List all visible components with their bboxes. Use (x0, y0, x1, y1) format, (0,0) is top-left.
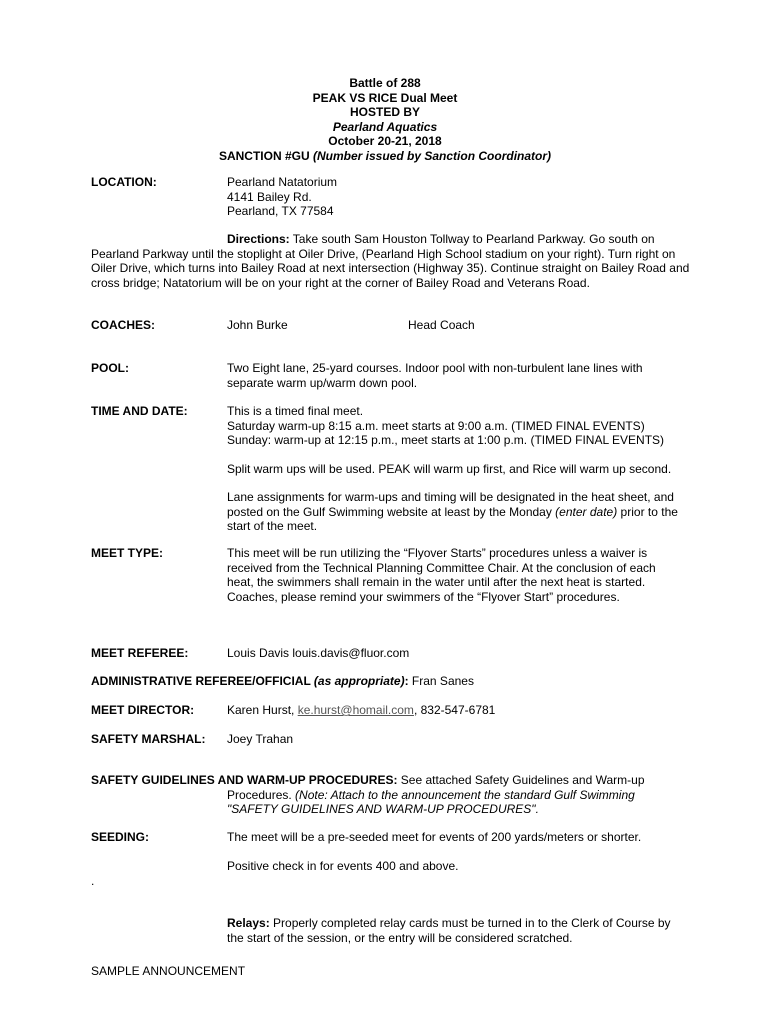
pool-label: POOL: (91, 361, 129, 375)
meet-type-label: MEET TYPE: (91, 546, 164, 560)
seeding-content (227, 830, 697, 873)
sanction-label: SANCTION #GU (218, 148, 310, 163)
enter-date-note: (enter date) (555, 504, 618, 519)
referee-label: MEET REFEREE: (91, 646, 189, 660)
coach-name: John Burke (227, 318, 288, 332)
admin-label-note: (as appropriate) (313, 674, 405, 688)
footer-label: SAMPLE ANNOUNCEMENT (91, 964, 246, 978)
lane-text-b: prior to the start of the meet. (227, 504, 678, 533)
sanction-note: (Number issued by Sanction Coordinator) (313, 148, 552, 163)
safety-first-line (91, 773, 691, 788)
director-info (227, 703, 687, 718)
time-line-1: This is a timed final meet. (227, 404, 364, 418)
directions (91, 232, 691, 290)
directions-first: Take south Sam Houston Tollway to Pearland Parkway. Go south on (289, 232, 655, 246)
directions-label: Directions: (227, 232, 290, 246)
venue-name: Pearland Natatorium (227, 175, 338, 189)
referee-text: Louis Davis louis.davis@fluor.com (227, 646, 410, 660)
safety-text2: Procedures. (227, 787, 296, 802)
pool-text: Two Eight lane, 25-yard courses. Indoor pool with non-turbulent lane lines with separate warm up/warm down pool. (227, 361, 643, 390)
sanction-line (0, 149, 770, 164)
marshal-label: SAFETY MARSHAL: (91, 732, 206, 746)
director-phone: , 832-547-6781 (413, 703, 496, 717)
venue-street: 4141 Bailey Rd. (227, 189, 312, 204)
directions-first-line (91, 232, 691, 247)
stray-dot: . (91, 874, 95, 888)
location-address (227, 175, 687, 219)
location-label: LOCATION: (91, 175, 157, 189)
safety-rest (91, 788, 657, 817)
meet-title: Battle of 288 (349, 76, 421, 90)
coach-role: Head Coach (408, 318, 475, 332)
venue-city: Pearland, TX 77584 (227, 204, 334, 218)
admin-colon: : (404, 674, 409, 688)
seeding-line-2: Positive check in for events 400 and above. (227, 858, 459, 873)
coaches-label: COACHES: (91, 318, 156, 332)
admin-name: Fran Sanes (408, 674, 474, 688)
safety-section (91, 773, 691, 817)
time-date-content (227, 404, 697, 534)
directions-rest: Pearland Parkway until the stoplight at Oiler Drive, (Pearland High School stadium on your right). Turn right on Oiler Drive, which turns into Bailey Road at next intersection (Highway 35). Continue straight on Bailey Road and cross bridge; Natatorium will be on your right at the corner of Bailey Road and Veterans Road. (91, 246, 690, 290)
relays-label: Relays: (227, 916, 270, 930)
time-line-3: Sunday: warm-up at 12:15 p.m., meet starts at 1:00 p.m. (TIMED FINAL EVENTS) (227, 433, 665, 447)
lane-text-a: Lane assignments for warm-ups and timing will be designated in the heat sheet, and posted on the Gulf Swimming website at least by the Monday (227, 490, 674, 519)
meet-dates: October 20-21, 2018 (328, 134, 442, 148)
safety-label: SAFETY GUIDELINES AND WARM-UP PROCEDURES: (91, 773, 398, 787)
director-label: MEET DIRECTOR: (91, 703, 195, 717)
seeding-label: SEEDING: (91, 830, 150, 844)
admin-label: ADMINISTRATIVE REFEREE/OFFICIAL (91, 674, 314, 688)
meet-header (0, 76, 770, 163)
lane-assignments (227, 490, 682, 534)
director-email-link[interactable]: ke.hurst@homail.com (297, 703, 414, 717)
relays-content (227, 916, 682, 945)
split-warmups: Split warm ups will be used. PEAK will warm up first, and Rice will warm up second. (227, 461, 672, 476)
safety-text1: See attached Safety Guidelines and Warm-up (397, 773, 645, 787)
relays-text: Properly completed relay cards must be turned in to the Clerk of Course by the start of the session, or the entry will be considered scratched. (227, 916, 671, 945)
time-date-label: TIME AND DATE: (91, 404, 188, 418)
hosted-by: HOSTED BY (349, 105, 420, 119)
host-name: Pearland Aquatics (332, 119, 438, 134)
safety-note: (Note: Attach to the announcement the standard Gulf Swimming "SAFETY GUIDELINES AND WARM-UP PROCEDURES". (227, 787, 635, 816)
meet-subtitle: PEAK VS RICE Dual Meet (312, 90, 458, 105)
time-line-2: Saturday warm-up 8:15 a.m. meet starts at 9:00 a.m. (TIMED FINAL EVENTS) (227, 418, 645, 433)
admin-referee (91, 674, 691, 689)
seeding-line-1: The meet will be a pre-seeded meet for events of 200 yards/meters or shorter. (227, 830, 642, 844)
meet-type-text: This meet will be run utilizing the “Flyover Starts” procedures unless a waiver is received from the Technical Planning Committee Chair. At the conclusion of each heat, the swimmers shall remain in the water until after the next heat is started. Coaches, please remind your swimmers of the “Flyover Start” procedures. (227, 546, 656, 604)
marshal-name: Joey Trahan (227, 732, 294, 746)
director-name: Karen Hurst, (227, 703, 298, 717)
